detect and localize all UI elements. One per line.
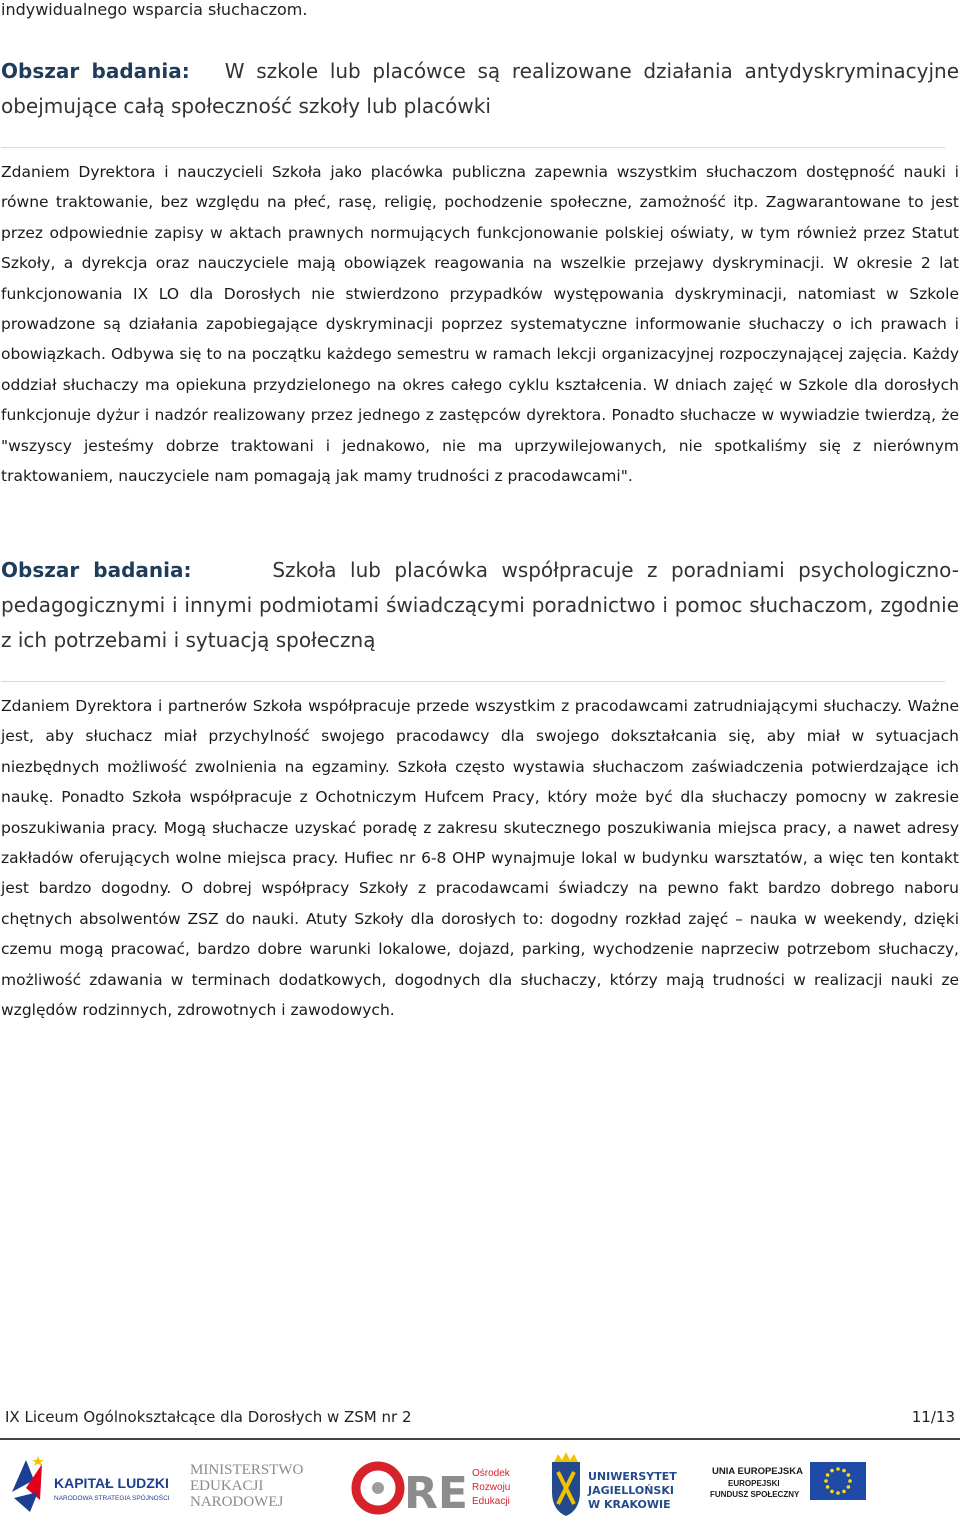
sponsor-logos bbox=[0, 1446, 960, 1524]
eu-star bbox=[830, 1490, 834, 1494]
ore-line-3: Edukacji bbox=[472, 1496, 510, 1507]
section-heading-2 bbox=[1, 553, 959, 658]
section-heading-1 bbox=[1, 54, 959, 124]
eu-line-2: EUROPEJSKI bbox=[728, 1479, 780, 1488]
section-label: Obszar badania: bbox=[1, 59, 190, 83]
ministry-of-education-logo bbox=[188, 1452, 312, 1518]
uj-line-2: JAGIELLOŃSKI bbox=[588, 1484, 674, 1497]
section-title: Szkoła lub placówka współpracuje z poradniami psychologiczno-pedagogicznymi i innymi podmiotami świadczącymi poradnictwo i pomoc słuchaczom, zgodnie z ich potrzebami i sytuacją społeczną bbox=[1, 558, 959, 652]
men-line-2: EDUKACJI bbox=[190, 1478, 264, 1494]
page-footer bbox=[5, 1407, 955, 1427]
ore-logo bbox=[348, 1452, 524, 1518]
eu-star bbox=[824, 1479, 828, 1483]
eu-star bbox=[842, 1490, 846, 1494]
eu-star bbox=[848, 1479, 852, 1483]
kapital-ludzki-logo bbox=[8, 1452, 176, 1518]
section-divider bbox=[1, 147, 945, 148]
uj-line-3: W KRAKOWIE bbox=[588, 1498, 671, 1511]
kapital-ludzki-subtitle: NARODOWA STRATEGIA SPÓJNOŚCI bbox=[54, 1495, 170, 1502]
men-line-3: NARODOWEJ bbox=[190, 1494, 284, 1510]
ore-line-2: Rozwoju bbox=[472, 1482, 511, 1493]
page-number: 11/13 bbox=[911, 1408, 955, 1426]
uj-line-1: UNIWERSYTET bbox=[588, 1470, 677, 1483]
footer-divider bbox=[0, 1438, 960, 1440]
eu-star bbox=[830, 1469, 834, 1473]
kapital-ludzki-title: KAPITAŁ LUDZKI bbox=[54, 1475, 169, 1491]
intro-line: indywidualnego wsparcia słuchaczom. bbox=[1, 0, 308, 19]
eu-star bbox=[847, 1485, 851, 1489]
eu-star bbox=[847, 1473, 851, 1477]
eu-line-3: FUNDUSZ SPOŁECZNY bbox=[710, 1490, 800, 1499]
section-paragraph-2: Zdaniem Dyrektora i partnerów Szkoła współpracuje przede wszystkim z pracodawcami zatrudniającymi słuchaczy. Ważne jest, aby słuchacz miał przychylność swojego pracodawcy dla swojego dokształcania się, aby miał w sytuacjach niezbędnych możliwość zwolnienia na egzaminy. Szkoła często wystawia słuchaczom zaświadczenia potwierdzające ich naukę. Ponadto Szkoła współpracuje z Ochotniczym Hufcem Pracy, który może być dla słuchaczy pomocny w zakresie poszukiwania pracy. Mogą słuchacze uzyskać poradę z zakresu skutecznego poszukiwania miejsca pracy, a nawet adresy zakładów oferujących wolne miejsca pracy. Hufiec nr 6-8 OHP wynajmuje lokal w budynku warsztatów, a więc ten kontakt jest bardzo dogodny. O dobrej współpracy Szkoły z pracodawcami świadczy na pewno fakt bardzo dobrego naboru chętnych absolwentów ZSZ do nauki. Atuty Szkoły dla dorosłych to: dogodny rozkład zajęć – nauka w weekendy, dzięki czemu mogą pracować, bardzo dobre warunki lokalowe, dojazd, parking, wychodzenie naprzeciw potrzebom słuchaczy, możliwość zdawania w terminach dodatkowych, dogodnych dla słuchaczy, którzy mają trudności w realizacji nauki ze względów rodzinnych, zdrowotnych i zawodowych. bbox=[1, 697, 959, 1020]
ore-line-1: Ośrodek bbox=[472, 1468, 510, 1479]
section-paragraph-1: Zdaniem Dyrektora i nauczycieli Szkoła jako placówka publiczna zapewnia wszystkim słuchaczom dostępność nauki i równe traktowanie, bez względu na płeć, rasę, religię, pochodzenie społeczne, zamożność itp. Zagwarantowane to jest przez odpowiednie zapisy w aktach prawnych normujących funkcjonowanie polskiej oświaty, w tym również przez Statut Szkoły, a dyrekcja oraz nauczyciele mają obowiązek reagowania na wszelkie przejawy dyskryminacji. W okresie 2 lat funkcjonowania IX LO dla Dorosłych nie stwierdzono przypadków występowania dyskryminacji, natomiast w Szkole prowadzone są działania zapobiegające dyskryminacji poprzez systematyczne informowanie słuchaczy o ich prawach i obowiązkach. Odbywa się to na początku każdego semestru w ramach lekcji organizacyjnej rozpoczynającej zajęcia. Każdy oddział słuchaczy ma opiekuna przydzielonego na okres całego cyklu kształcenia. W dniach zajęć w Szkole dla dorosłych funkcjonuje dyżur i nadzór realizowany przez jednego z zastępców dyrektora. Ponadto słuchacze w wywiadzie twierdzą, że "wszyscy jesteśmy dobrze traktowani i jednakowo, nie ma uprzywilejowanych, nie spotkaliśmy się z nierównym traktowaniem, nauczyciele nam pomagają jak mamy trudności z pracodawcami". bbox=[1, 163, 959, 486]
section-title: W szkole lub placówce są realizowane działania antydyskryminacyjne obejmujące całą społeczność szkoły lub placówki bbox=[1, 59, 959, 118]
jagiellonian-university-logo bbox=[546, 1452, 686, 1518]
section-divider bbox=[1, 681, 945, 682]
ore-wordmark: RE bbox=[404, 1468, 468, 1518]
eu-star bbox=[826, 1485, 830, 1489]
men-line-1: MINISTERSTWO bbox=[190, 1462, 304, 1478]
eu-star bbox=[836, 1491, 840, 1495]
section-label: Obszar badania: bbox=[1, 558, 192, 582]
footer-school-name: IX Liceum Ogólnokształcące dla Dorosłych w ZSM nr 2 bbox=[5, 1408, 412, 1426]
eu-star bbox=[836, 1467, 840, 1471]
eu-star bbox=[842, 1469, 846, 1473]
european-union-logo bbox=[708, 1452, 868, 1518]
eu-star bbox=[826, 1473, 830, 1477]
eu-line-1: UNIA EUROPEJSKA bbox=[712, 1466, 803, 1477]
